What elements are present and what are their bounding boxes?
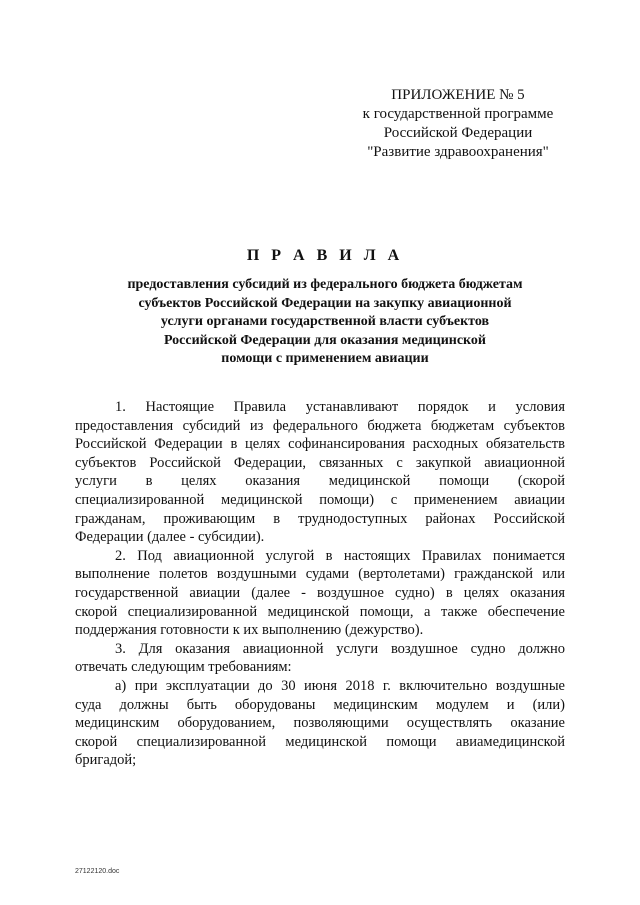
paragraph-line: субъектов Российской Федерации, связанных с закупкой авиационной [75, 454, 565, 471]
paragraph-line: гражданам, проживающим в труднодоступных районах Российской [75, 510, 565, 527]
paragraph-line: суда должны быть оборудованы медицинским модулем и (или) [75, 696, 565, 713]
subtitle-line: субъектов Российской Федерации на закупку авиационной [138, 295, 512, 311]
document-title: П Р А В И Л А [246, 247, 404, 264]
paragraph-line: Федерации (далее - субсидии). [75, 529, 265, 546]
paragraph-1 [75, 398, 565, 547]
paragraph-line: специализированной медицинской помощи) с применением авиации [75, 491, 565, 508]
paragraph-line: 3. Для оказания авиационной услуги воздушное судно должно [115, 640, 565, 657]
paragraph-line: Российской Федерации в целях софинансирования расходных обязательств [75, 436, 565, 453]
paragraph-line: бригадой; [75, 752, 137, 769]
appendix-header [350, 86, 566, 162]
paragraph-line: отвечать следующим требованиям: [75, 659, 292, 676]
document-subtitle [80, 276, 570, 369]
appendix-line-program-name: "Развитие здравоохранения" [367, 144, 549, 160]
document-body [75, 398, 565, 770]
paragraph-line: скорой специализированной медицинской помощи авиамедицинской [75, 733, 565, 750]
paragraph-line: а) при эксплуатации до 30 июня 2018 г. включительно воздушные [115, 677, 565, 694]
paragraph-line: скорой специализированной медицинской помощи, а также обеспечение [75, 603, 565, 620]
paragraph-line: государственной авиации (далее - воздушное судно) в целях оказания [75, 584, 565, 601]
paragraph-line: медицинским оборудованием, позволяющими осуществлять оказание [75, 715, 565, 732]
file-name-footer: 27122120.doc [75, 868, 120, 875]
subtitle-line: Российской Федерации для оказания медицинской [163, 332, 487, 348]
appendix-line-program: к государственной программе [362, 106, 554, 122]
paragraph-2 [75, 547, 565, 640]
paragraph-line: 2. Под авиационной услугой в настоящих Правилах понимается [115, 547, 565, 564]
subtitle-line: услуги органами государственной власти субъектов [160, 314, 490, 329]
paragraph-line: поддержания готовности к их выполнению (дежурство). [75, 622, 424, 639]
paragraph-3 [75, 640, 565, 677]
paragraph-line: предоставления субсидий из федерального бюджета бюджетам субъектов [75, 417, 565, 434]
appendix-line-country: Российской Федерации [383, 125, 533, 141]
subtitle-line: помощи с применением авиации [221, 351, 429, 366]
subtitle-line: предоставления субсидий из федерального бюджета бюджетам [127, 277, 523, 292]
paragraph-line: выполнение полетов воздушными судами (вертолетами) гражданской или [75, 566, 565, 583]
paragraph-line: 1. Настоящие Правила устанавливают порядок и условия [115, 399, 565, 415]
paragraph-3a [75, 677, 565, 770]
paragraph-line: услуги в целях оказания медицинской помощи (скорой [75, 473, 565, 490]
title-block [80, 246, 570, 369]
appendix-number: ПРИЛОЖЕНИЕ № 5 [391, 87, 525, 103]
